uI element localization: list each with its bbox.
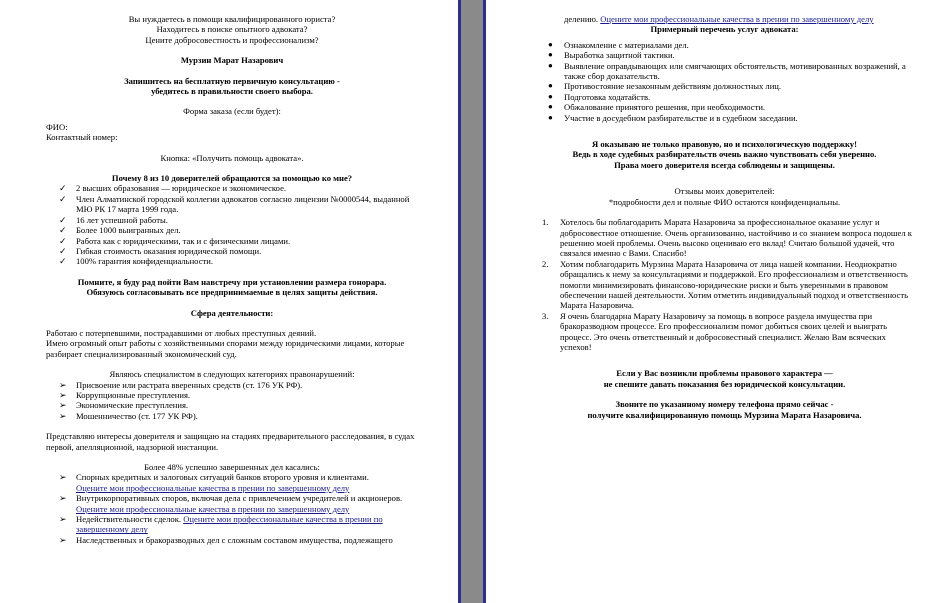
arrow-icon: ➢ (59, 410, 67, 421)
cases-list (46, 472, 418, 545)
intro-block (46, 14, 418, 45)
list-item: ● Ознакомление с материалами дел. (548, 39, 689, 50)
review-item: 3. Я очень благодарна Марату Назаровичу за помощь в вопросе раздела имущества при бракоразводном процессе. Его профессионализм помог добиться своих целей и выиграть процесс. Это очень ответственный и добросовестный специалист. Желаю Вам всяческих успехов! (542, 310, 888, 352)
document-page-left (0, 0, 461, 603)
order-button-text: Кнопка: «Получить помощь адвоката». (160, 152, 304, 163)
closing-block-2: Звоните по указанному номеру телефона прямо сейчас - получите квалифицированную помощь Мурзина Марата Назаровича. (587, 399, 862, 420)
list-item: ● Выработка защитной тактики. (548, 50, 675, 61)
list-item: ➢ Мошенничество (ст. 177 УК РФ). (59, 410, 198, 421)
lawyer-name: Мурзин Марат Назарович (180, 55, 284, 66)
check-icon: ✓ (59, 245, 67, 256)
bullet-icon: ● (548, 91, 553, 101)
bullet-icon: ● (548, 39, 553, 49)
list-item: ➢ Недействительности сделок. Оцените мои профессиональные качества в прении по завершенному делу (59, 514, 383, 535)
closing-block-1: Если у Вас возникли проблемы правового характера — не спешите давать показания без юридической консультации. (603, 368, 846, 389)
cta-block (46, 76, 418, 97)
list-item: ✓ 100% гарантия конфиденциальности. (59, 256, 214, 267)
representation-text: Представляю интересы доверителя и защищаю на стадиях предварительного расследования, в судах первой, апелляционной, надзорной инстанции. (46, 431, 415, 452)
why-title: Почему 8 из 10 доверителей обращаются за помощью ко мне? (111, 173, 353, 184)
check-icon: ✓ (59, 256, 67, 267)
list-item: ✓ Работа как с юридическими, так и с физическими лицами. (59, 235, 291, 246)
sphere-title: Сфера деятельности: (190, 307, 274, 318)
review-item: 2. Хотим поблагодарить Мурзина Марата Назаровича от лица нашей компании. Неоднократно обращались к нему за консультациями и поддержкой. Его профессионализм и ответственность помогли минимизировать финансово-юридические риски и быть уверенными в правовом обеспечении нашей деятельности. Хотим отметить индивидуальный подход и ответственность Марата Назаровича. (542, 258, 909, 311)
list-item: ● Выявление оправдывающих или смягчающих обстоятельств, мотивированных возражений, а также сбор доказательств. (548, 60, 906, 82)
list-item: ✓ 2 высших образования — юридическое и экономическое. (59, 183, 287, 194)
intro-line: Вы нуждаетесь в помощи квалифицированного юриста? (128, 14, 336, 24)
bullet-icon: ● (548, 112, 553, 122)
page-gap (461, 0, 483, 603)
list-item: ✓ Член Алматинской городской коллегии адвокатов согласно лицензии №0000544, выданной МЮ РК 17 марта 1999 года. (59, 193, 410, 215)
list-item: ● Участие в досудебном разбирательстве и в судебном заседании. (548, 112, 798, 123)
check-icon: ✓ (59, 183, 67, 194)
arrow-icon: ➢ (59, 472, 67, 483)
reviews-title: Отзывы моих доверителей: (674, 186, 775, 197)
review-link[interactable]: Оцените мои профессиональные качества в прении по завершенному делу (76, 514, 383, 535)
review-link[interactable]: Оцените мои профессиональные качества в прении по завершенному делу (600, 14, 874, 24)
document-page-right (483, 0, 943, 603)
arrow-icon: ➢ (59, 514, 67, 525)
bullet-icon: ● (548, 50, 553, 60)
list-item: ➢ Присвоение или растрата вверенных средств (ст. 176 УК РФ). (59, 379, 303, 390)
arrow-icon: ➢ (59, 400, 67, 411)
categories-list (46, 380, 418, 422)
services-title: Примерный перечень услуг адвоката: (650, 24, 799, 35)
cta-line: Запишитесь на бесплатную первичную консультацию - (124, 75, 340, 86)
list-item: ✓ Более 1000 выигранных дел. (59, 225, 181, 236)
sphere-text: Имею огромный опыт работы с хозяйственными спорами между юридическими лицами, которые разбирает специализированный экономический суд. (46, 338, 405, 359)
list-item: ● Обжалование принятого решения, при необходимости. (548, 102, 766, 113)
fee-note: Помните, я буду рад пойти Вам навстречу при установлении размера гонорара. Обязуюсь согласовывать все предпринимаемые в целях защиты действия. (77, 276, 387, 298)
list-item: ✓ 16 лет успешной работы. (59, 214, 168, 225)
continuation-text: делению. Оцените мои профессиональные качества в прении по завершенному делу (564, 14, 874, 24)
check-icon: ✓ (59, 225, 67, 236)
list-item: ● Противостояние незаконным действиям должностных лиц. (548, 81, 782, 92)
list-item: ➢ Внутрикорпоративных споров, включая дела с привлечением учредителей и акционеров. Оцените мои профессиональные качества в прении по завершенному делу (59, 493, 403, 514)
why-list (46, 183, 418, 266)
check-icon: ✓ (59, 214, 67, 225)
list-item: ✓ Гибкая стоимость оказания юридической помощи. (59, 245, 262, 256)
intro-line: Находитесь в поиске опытного адвоката? (156, 24, 308, 35)
check-icon: ✓ (59, 193, 67, 204)
arrow-icon: ➢ (59, 493, 67, 504)
list-item: ➢ Спорных кредитных и залоговых ситуаций банков второго уровня и клиентами. Оцените мои профессиональные качества в прении по завершенному делу (59, 472, 369, 493)
cases-title: Более 48% успешно завершенных дел касались: (144, 462, 320, 472)
reviews-list (534, 217, 915, 352)
sphere-text: Работаю с потерпевшими, пострадавшими от любых преступных деяний. (46, 327, 317, 338)
review-link[interactable]: Оцените мои профессиональные качества в прении по завершенному делу (76, 482, 350, 493)
form-field-fio: ФИО: (46, 121, 68, 132)
categories-title: Являюсь специалистом в следующих категориях правонарушений: (109, 369, 355, 380)
list-item: ➢ Экономические преступления. (59, 400, 189, 411)
review-item: 1. Хотелось бы поблагодарить Марата Назаровича за профессиональное оказание услуг и добросовестное отношение. Очень организованно, настойчиво и со знанием вопроса подошел к решению моей проблемы. Очень высоко оцениваю его вклад! Считаю большой удачей, что связался именно с Вами. Спасибо! (542, 217, 912, 259)
list-item: ● Подготовка ходатайств. (548, 91, 651, 102)
bullet-icon: ● (548, 81, 553, 91)
reviews-note: *подробности дел и полные ФИО остаются конфиденциальны. (608, 196, 841, 207)
cta-line: убедитесь в правильности своего выбора. (151, 86, 313, 97)
intro-line: Цените добросовестность и профессионализм? (145, 34, 319, 45)
list-item: ➢ Наследственных и бракоразводных дел с сложным составом имущества, подлежащего (59, 534, 393, 545)
arrow-icon: ➢ (59, 379, 67, 390)
arrow-icon: ➢ (59, 389, 67, 400)
form-field-phone: Контактный номер: (46, 132, 118, 143)
review-link[interactable]: Оцените мои профессиональные качества в прении по завершенному делу (76, 503, 350, 514)
list-item: ➢ Коррупционные преступления. (59, 389, 191, 400)
services-list (534, 40, 915, 123)
support-block: Я оказываю не только правовую, но и психологическую поддержку! Ведь в ходе судебных разбирательств очень важно чувствовать себя уверенно. Права моего доверителя всегда соблюдены и защищены. (572, 139, 877, 170)
bullet-icon: ● (548, 60, 553, 70)
arrow-icon: ➢ (59, 534, 67, 545)
check-icon: ✓ (59, 235, 67, 246)
bullet-icon: ● (548, 102, 553, 112)
form-title: Форма заказа (если будет): (183, 106, 281, 117)
